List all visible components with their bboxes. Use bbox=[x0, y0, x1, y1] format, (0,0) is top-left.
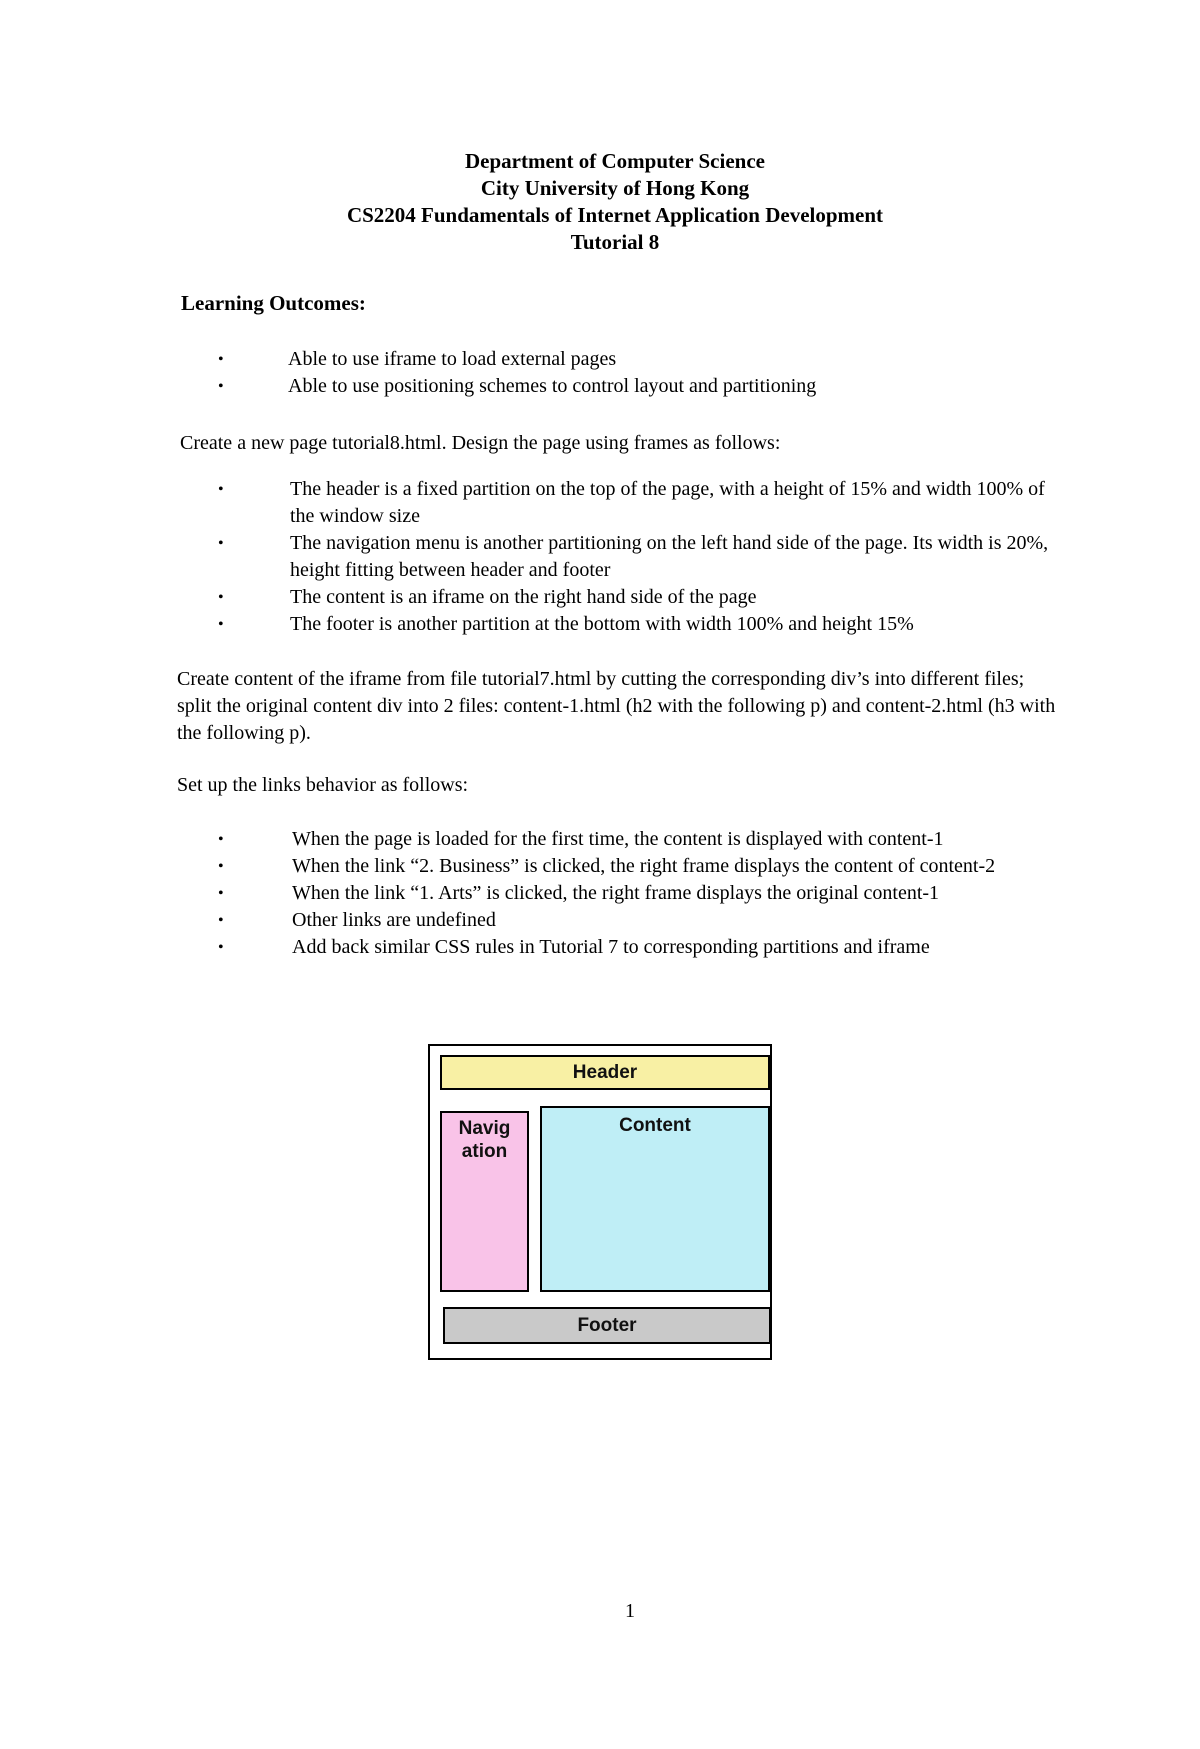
links-list bbox=[0, 826, 1062, 961]
bullet-icon: • bbox=[218, 939, 224, 956]
diagram-navigation-box bbox=[440, 1111, 529, 1292]
list-item: • When the link “1. Arts” is clicked, the right frame displays the original content-1 bbox=[0, 880, 1062, 907]
bullet-icon: • bbox=[218, 616, 224, 633]
tutorial-line: Tutorial 8 bbox=[570, 230, 660, 254]
bullet-icon: • bbox=[218, 589, 224, 606]
bullet-icon: • bbox=[218, 858, 224, 875]
list-item: • The header is a fixed partition on the top of the page, with a height of 15% and width 100% of the window size bbox=[218, 478, 1045, 527]
list-item: • Able to use iframe to load external pages bbox=[0, 346, 1058, 373]
list-item: • The navigation menu is another partitioning on the left hand side of the page. Its width is 20%, height fitting between header and footer bbox=[218, 532, 1049, 581]
page-number: 1 bbox=[625, 1600, 635, 1622]
bullet-icon: • bbox=[218, 831, 224, 848]
links-intro-paragraph: Set up the links behavior as follows: bbox=[177, 774, 469, 796]
diagram-header-label: Header bbox=[572, 1062, 638, 1083]
bullet-icon: • bbox=[218, 885, 224, 902]
diagram-navigation-label-line2: ation bbox=[461, 1141, 508, 1162]
department-line: Department of Computer Science bbox=[465, 149, 765, 173]
diagram-header-box bbox=[440, 1055, 770, 1090]
bullet-icon: • bbox=[218, 481, 224, 498]
bullet-icon: • bbox=[218, 378, 224, 395]
list-item: • Able to use positioning schemes to control layout and partitioning bbox=[0, 373, 1058, 400]
bullet-icon: • bbox=[218, 535, 224, 552]
intro-paragraph: Create a new page tutorial8.html. Design the page using frames as follows: bbox=[180, 432, 781, 454]
list-item: • When the link “2. Business” is clicked, the right frame displays the content of content-2 bbox=[0, 853, 1062, 880]
diagram-footer-label: Footer bbox=[577, 1315, 637, 1336]
diagram-navigation-label-line1: Navig bbox=[458, 1118, 511, 1139]
diagram-content-box bbox=[540, 1106, 770, 1292]
frames-list bbox=[0, 476, 1060, 638]
document-title-block bbox=[0, 148, 1200, 256]
iframe-content-paragraph: Create content of the iframe from file tutorial7.html by cutting the corresponding div’s into different files; split the original content div into 2 files: content-1.html (h2 with the following p) and content-2.html (h3 with the following p). bbox=[177, 668, 1056, 744]
layout-diagram bbox=[428, 1044, 772, 1360]
list-item: • When the page is loaded for the first time, the content is displayed with content-1 bbox=[0, 826, 1062, 853]
list-item: • Other links are undefined bbox=[0, 907, 1062, 934]
list-item: • Add back similar CSS rules in Tutorial 7 to corresponding partitions and iframe bbox=[0, 934, 1062, 961]
learning-outcomes-list bbox=[0, 346, 1058, 400]
university-line: City University of Hong Kong bbox=[480, 176, 750, 200]
bullet-icon: • bbox=[218, 351, 224, 368]
course-line: CS2204 Fundamentals of Internet Application Development bbox=[346, 203, 884, 227]
diagram-footer-box bbox=[443, 1307, 771, 1344]
list-item: • The content is an iframe on the right hand side of the page bbox=[0, 584, 1060, 611]
learning-outcomes-heading: Learning Outcomes: bbox=[181, 291, 366, 315]
list-item: • The footer is another partition at the bottom with width 100% and height 15% bbox=[0, 611, 1060, 638]
diagram-content-label: Content bbox=[619, 1115, 691, 1136]
bullet-icon: • bbox=[218, 912, 224, 929]
